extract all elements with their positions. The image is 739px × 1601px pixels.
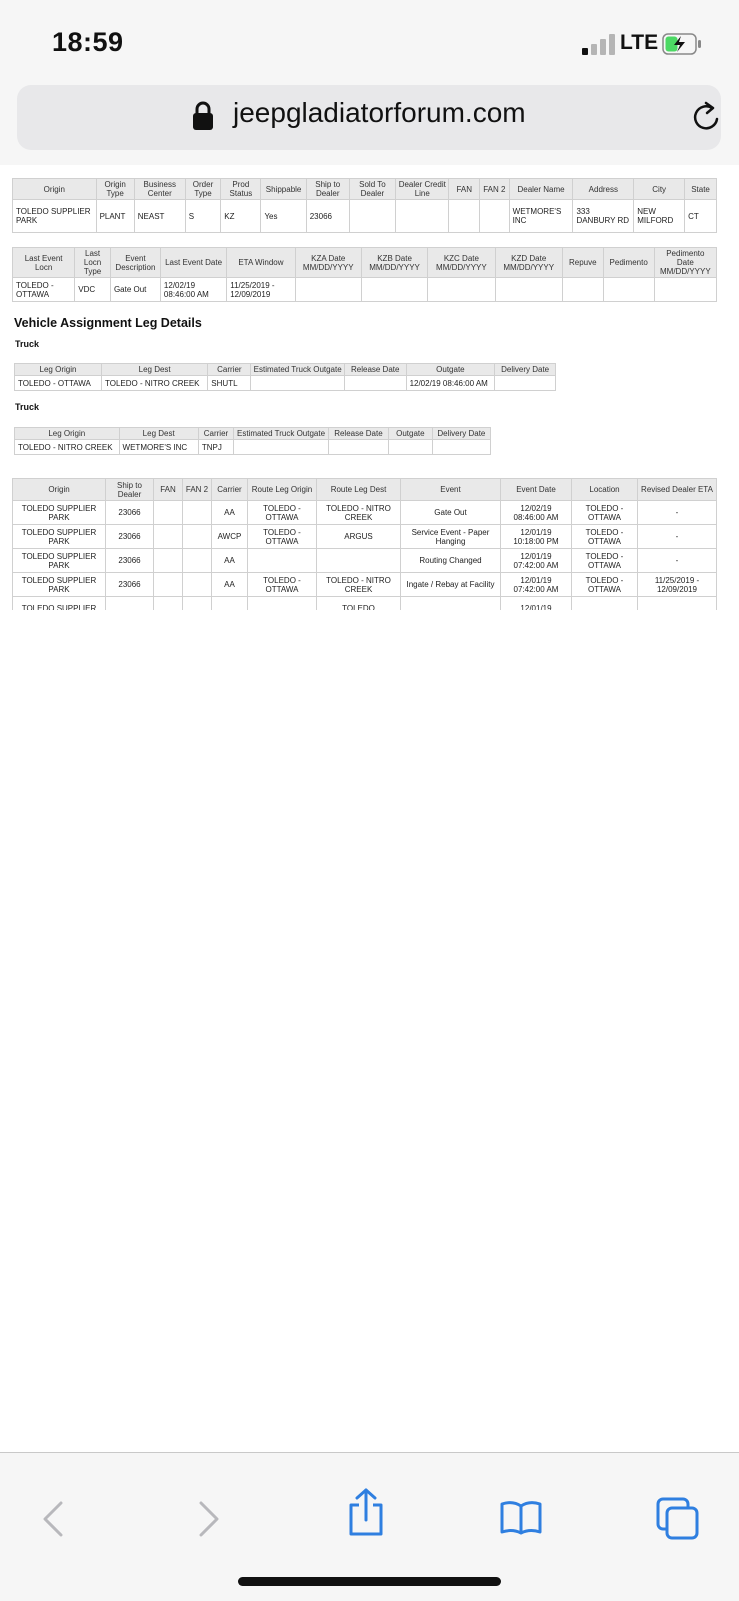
- table-cell: [328, 440, 388, 455]
- table-cell: [638, 597, 717, 611]
- column-header: Event Description: [110, 248, 160, 278]
- table-cell: 23066: [306, 200, 349, 233]
- table-cell: TOLEDO - OTTAWA: [13, 278, 75, 302]
- table-cell: [401, 597, 501, 611]
- table-cell: [396, 200, 449, 233]
- table-cell: [154, 549, 183, 573]
- column-header: Event: [401, 479, 501, 501]
- table-row: [13, 525, 717, 549]
- table-cell: 333 DANBURY RD: [573, 200, 634, 233]
- column-header: KZA Date MM/DD/YYYY: [295, 248, 361, 278]
- order-info-table: [12, 178, 717, 233]
- table-cell: [449, 200, 480, 233]
- table-cell: [344, 376, 406, 391]
- table-cell: 12/01/19 07:42:00 AM: [501, 573, 572, 597]
- table-cell: TOLEDO - OTTAWA: [248, 501, 317, 525]
- table-row: [13, 549, 717, 573]
- column-header: FAN: [449, 179, 480, 200]
- table-cell: [183, 597, 212, 611]
- table-cell: [183, 573, 212, 597]
- table-row: [15, 440, 491, 455]
- table-cell: KZ: [221, 200, 261, 233]
- truck-leg-table: [14, 363, 556, 391]
- table-row: [13, 200, 717, 233]
- table-cell: 12/02/19 08:46:00 AM: [160, 278, 226, 302]
- table-cell: TOLEDO - OTTAWA: [572, 525, 638, 549]
- column-header: City: [634, 179, 685, 200]
- table-cell: -: [638, 549, 717, 573]
- column-header: Carrier: [208, 364, 251, 376]
- table-header-row: [13, 179, 717, 200]
- table-cell: TOLEDO - OTTAWA: [248, 525, 317, 549]
- table-cell: TOLEDO - OTTAWA: [248, 573, 317, 597]
- column-header: Ship to Dealer: [106, 479, 154, 501]
- table-row: [13, 278, 717, 302]
- table-cell: Gate Out: [401, 501, 501, 525]
- clock: 18:59: [52, 27, 124, 57]
- table-row: [13, 501, 717, 525]
- column-header: FAN 2: [479, 179, 509, 200]
- tabs-icon[interactable]: [656, 1497, 700, 1541]
- column-header: Delivery Date: [432, 428, 490, 440]
- reload-icon[interactable]: [690, 100, 724, 134]
- network-type: LTE: [620, 31, 659, 54]
- table-cell: [248, 597, 317, 611]
- column-header: Event Date: [501, 479, 572, 501]
- table-cell: TOLEDO SUPPLIER PARK: [13, 501, 106, 525]
- table-cell: TOLEDO - NITRO CREEK: [101, 376, 207, 391]
- column-header: Origin: [13, 179, 97, 200]
- column-header: Carrier: [198, 428, 233, 440]
- table-cell: [562, 278, 603, 302]
- column-header: Last Locn Type: [75, 248, 111, 278]
- column-header: Outgate: [406, 364, 495, 376]
- table-cell: [154, 597, 183, 611]
- chevron-left-icon[interactable]: [40, 1500, 66, 1538]
- table-cell: AWCP: [212, 525, 248, 549]
- table-cell: [212, 597, 248, 611]
- table-cell: 12/01/19: [501, 597, 572, 611]
- table-cell: [183, 501, 212, 525]
- events-table: [12, 478, 717, 610]
- table-cell: [248, 549, 317, 573]
- column-header: Release Date: [328, 428, 388, 440]
- table-cell: [479, 200, 509, 233]
- table-cell: 12/01/19 10:18:00 PM: [501, 525, 572, 549]
- column-header: Leg Dest: [119, 428, 198, 440]
- table-cell: -: [638, 501, 717, 525]
- table-cell: PLANT: [96, 200, 134, 233]
- table-row: [15, 376, 556, 391]
- column-header: Carrier: [212, 479, 248, 501]
- table-cell: 23066: [106, 573, 154, 597]
- table-cell: -: [638, 525, 717, 549]
- table-cell: [361, 278, 427, 302]
- table-cell: WETMORE'S INC: [119, 440, 198, 455]
- status-bar: [0, 0, 739, 85]
- table-cell: [432, 440, 490, 455]
- table-cell: [317, 549, 401, 573]
- table-cell: [495, 278, 562, 302]
- table-cell: TOLEDO SUPPLIER PARK: [13, 573, 106, 597]
- share-icon[interactable]: [347, 1487, 385, 1537]
- table-cell: ARGUS: [317, 525, 401, 549]
- table-row: [13, 573, 717, 597]
- lock-icon: [191, 101, 215, 131]
- battery-charging-icon: [662, 33, 702, 55]
- column-header: Last Event Date: [160, 248, 226, 278]
- table-row: [13, 597, 717, 611]
- column-header: KZB Date MM/DD/YYYY: [361, 248, 427, 278]
- table-cell: 12/02/19 08:46:00 AM: [406, 376, 495, 391]
- table-cell: [251, 376, 344, 391]
- table-cell: [349, 200, 395, 233]
- table-cell: TOLEDO - NITRO CREEK: [317, 501, 401, 525]
- column-header: Release Date: [344, 364, 406, 376]
- column-header: ETA Window: [227, 248, 295, 278]
- section-title: Vehicle Assignment Leg Details: [14, 316, 202, 330]
- column-header: Origin Type: [96, 179, 134, 200]
- table-cell: [154, 501, 183, 525]
- table-cell: TOLEDO - OTTAWA: [15, 376, 102, 391]
- table-cell: [428, 278, 495, 302]
- column-header: Dealer Credit Line: [396, 179, 449, 200]
- column-header: Last Event Locn: [13, 248, 75, 278]
- table-cell: TOLEDO - OTTAWA: [572, 549, 638, 573]
- table-cell: 11/25/2019 - 12/09/2019: [227, 278, 295, 302]
- table-cell: CT: [685, 200, 717, 233]
- column-header: State: [685, 179, 717, 200]
- column-header: Repuve: [562, 248, 603, 278]
- table-cell: NEAST: [134, 200, 185, 233]
- column-header: Sold To Dealer: [349, 179, 395, 200]
- table-cell: 23066: [106, 501, 154, 525]
- table-cell: [234, 440, 329, 455]
- column-header: Pedimento Date MM/DD/YYYY: [654, 248, 716, 278]
- cellular-signal-icon: [582, 33, 618, 55]
- table-cell: [183, 549, 212, 573]
- column-header: Estimated Truck Outgate: [234, 428, 329, 440]
- table-cell: Routing Changed: [401, 549, 501, 573]
- column-header: Delivery Date: [495, 364, 556, 376]
- table-cell: 23066: [106, 549, 154, 573]
- column-header: Leg Dest: [101, 364, 207, 376]
- table-header-row: [13, 479, 717, 501]
- column-header: FAN 2: [183, 479, 212, 501]
- column-header: Business Center: [134, 179, 185, 200]
- web-page-content: [0, 165, 739, 610]
- table-cell: [388, 440, 432, 455]
- column-header: Order Type: [185, 179, 221, 200]
- column-header: FAN: [154, 479, 183, 501]
- table-cell: NEW MILFORD: [634, 200, 685, 233]
- table-cell: WETMORE'S INC: [509, 200, 573, 233]
- table-cell: TOLEDO SUPPLIER PARK: [13, 200, 97, 233]
- browser-address-area: [0, 85, 739, 166]
- column-header: Dealer Name: [509, 179, 573, 200]
- last-event-table: [12, 247, 717, 302]
- table-cell: AA: [212, 501, 248, 525]
- table-cell: TOLEDO SUPPLIER PARK: [13, 525, 106, 549]
- table-cell: [603, 278, 654, 302]
- table-cell: 12/02/19 08:46:00 AM: [501, 501, 572, 525]
- column-header: Route Leg Origin: [248, 479, 317, 501]
- table-cell: SHUTL: [208, 376, 251, 391]
- table-cell: TOLEDO SUPPLIER PARK: [13, 549, 106, 573]
- table-cell: [106, 597, 154, 611]
- column-header: Revised Dealer ETA: [638, 479, 717, 501]
- table-cell: [572, 597, 638, 611]
- table-header-row: [13, 248, 717, 278]
- table-cell: Ingate / Rebay at Facility: [401, 573, 501, 597]
- column-header: Location: [572, 479, 638, 501]
- table-cell: 11/25/2019 - 12/09/2019: [638, 573, 717, 597]
- table-header-row: [15, 364, 556, 376]
- column-header: Origin: [13, 479, 106, 501]
- table-cell: S: [185, 200, 221, 233]
- table-cell: [495, 376, 556, 391]
- book-icon[interactable]: [499, 1499, 543, 1535]
- column-header: Shippable: [261, 179, 306, 200]
- table-cell: TOLEDO SUPPLIER: [13, 597, 106, 611]
- table-cell: VDC: [75, 278, 111, 302]
- address-bar[interactable]: [17, 85, 721, 150]
- table-cell: [295, 278, 361, 302]
- column-header: Route Leg Dest: [317, 479, 401, 501]
- table-cell: Gate Out: [110, 278, 160, 302]
- column-header: Outgate: [388, 428, 432, 440]
- table-cell: TOLEDO - NITRO CREEK: [15, 440, 120, 455]
- table-header-row: [15, 428, 491, 440]
- table-cell: AA: [212, 573, 248, 597]
- home-indicator: [238, 1577, 501, 1586]
- table-cell: [183, 525, 212, 549]
- table-cell: [154, 573, 183, 597]
- table-cell: 12/01/19 07:42:00 AM: [501, 549, 572, 573]
- url-text[interactable]: jeepgladiatorforum.com: [233, 97, 526, 128]
- truck-label: Truck: [15, 339, 40, 349]
- column-header: KZC Date MM/DD/YYYY: [428, 248, 495, 278]
- column-header: KZD Date MM/DD/YYYY: [495, 248, 562, 278]
- column-header: Estimated Truck Outgate: [251, 364, 344, 376]
- table-cell: TOLEDO - NITRO CREEK: [317, 573, 401, 597]
- column-header: Leg Origin: [15, 364, 102, 376]
- column-header: Ship to Dealer: [306, 179, 349, 200]
- table-cell: Yes: [261, 200, 306, 233]
- table-cell: AA: [212, 549, 248, 573]
- table-cell: TOLEDO: [317, 597, 401, 611]
- table-cell: TOLEDO - OTTAWA: [572, 501, 638, 525]
- column-header: Pedimento: [603, 248, 654, 278]
- table-cell: TNPJ: [198, 440, 233, 455]
- table-cell: 23066: [106, 525, 154, 549]
- truck-label: Truck: [15, 402, 40, 412]
- table-cell: Service Event - Paper Hanging: [401, 525, 501, 549]
- table-cell: [154, 525, 183, 549]
- truck-leg-table: [14, 427, 491, 455]
- table-cell: TOLEDO - OTTAWA: [572, 573, 638, 597]
- table-cell: [654, 278, 716, 302]
- column-header: Leg Origin: [15, 428, 120, 440]
- column-header: Address: [573, 179, 634, 200]
- column-header: Prod Status: [221, 179, 261, 200]
- chevron-right-icon[interactable]: [196, 1500, 222, 1538]
